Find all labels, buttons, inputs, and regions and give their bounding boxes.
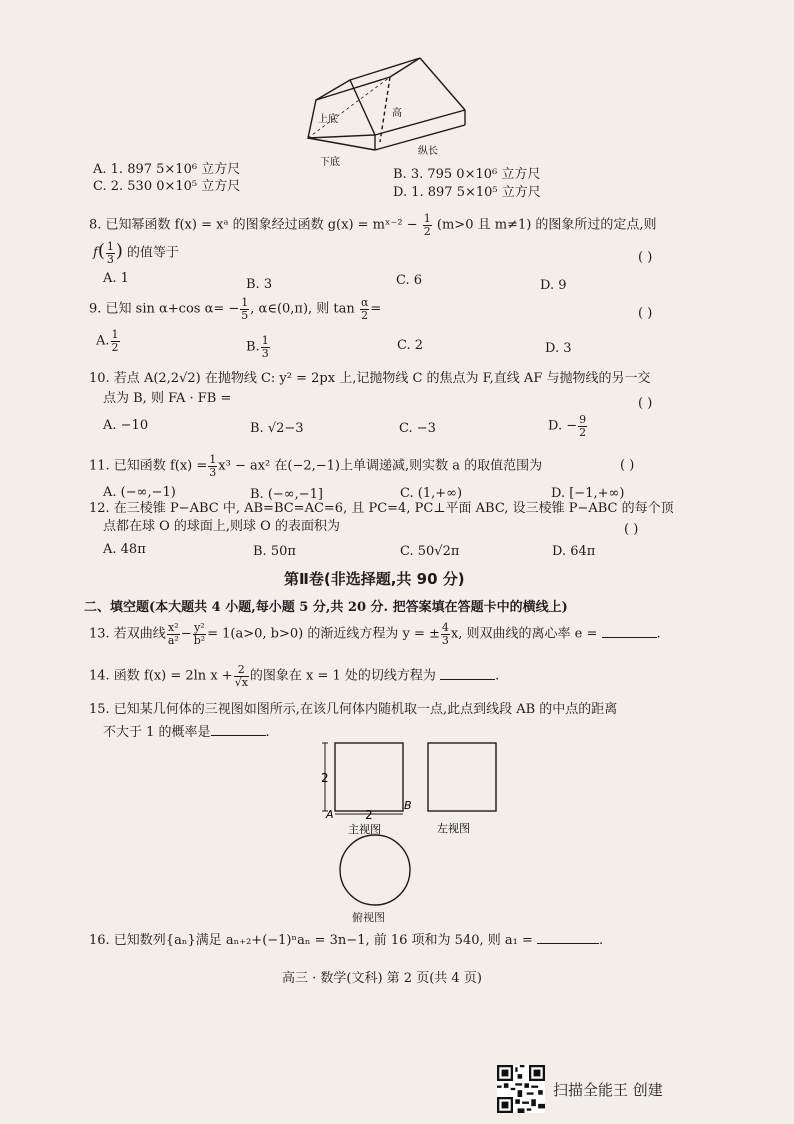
q9-answer-paren: ( ) bbox=[638, 306, 653, 321]
q16-stem: 16. 已知数列{aₙ}满足 aₙ₊₂+(−1)ⁿaₙ = 3n−1, 前 16 项和为 540, 则 a₁ = . bbox=[89, 933, 604, 948]
q9-option-a: A. $\frac{1}{2}$ bbox=[96, 328, 119, 354]
q14-answer-blank[interactable] bbox=[440, 667, 495, 680]
dim-height-label: 2 bbox=[321, 771, 329, 785]
q9-option-d: D. 3 bbox=[545, 341, 572, 356]
q15-answer-blank[interactable] bbox=[211, 723, 266, 736]
q10-option-c: C. −3 bbox=[399, 421, 436, 436]
dim-width-label: 2 bbox=[365, 808, 373, 822]
label-top-base: 上底 bbox=[318, 114, 338, 125]
point-b-label: B bbox=[404, 799, 412, 812]
q7-option-a: A. 1. 897 5×10⁶ 立方尺 bbox=[93, 162, 241, 177]
q11-option-d: D. [−1,+∞) bbox=[551, 486, 625, 501]
q10-option-b: B. √2−3 bbox=[250, 421, 304, 436]
qr-code-icon bbox=[497, 1065, 545, 1113]
q12-option-d: D. 64π bbox=[552, 544, 596, 559]
side-view-label: 左视图 bbox=[437, 822, 470, 835]
q10-option-d: D. − $\frac{9}{2}$ bbox=[548, 413, 587, 439]
section-ii-title: 第Ⅱ卷(非选择题,共 90 分) bbox=[284, 570, 465, 588]
front-view-square bbox=[335, 743, 403, 811]
q13-stem: 13. 若双曲线 $\frac{\text{x²}}{\text{a²}}$ − $\frac{\text{y²}}{\text{b²}}$ = 1(a>0, b>0) 的渐近线方程为 y = ± $\frac{4}{3}$ x, 则双曲线的离心率 e = . bbox=[89, 621, 661, 647]
label-length: 纵长 bbox=[418, 146, 438, 157]
q7-option-b: B. 3. 795 0×10⁶ 立方尺 bbox=[393, 167, 541, 182]
q8-stem-line2: f( $\frac{1}{3}$ ) 的值等于 bbox=[93, 240, 180, 266]
q8-answer-paren: ( ) bbox=[638, 250, 653, 265]
q10-stem-line1: 10. 若点 A(2,2√2) 在抛物线 C: y² = 2px 上,记抛物线 C 的焦点为 F,直线 AF 与抛物线的另一交 bbox=[89, 371, 651, 386]
q9-stem: 9. 已知 sin α+cos α= − $\frac{1}{5}$ , α∈(0,π), 则 tan $\frac{\alpha}{2}$ = bbox=[89, 296, 382, 322]
prism-figure bbox=[300, 50, 500, 170]
q10-stem-line2: 点为 B, 则 FA · FB = bbox=[103, 391, 232, 406]
q9-option-b: B. $\frac{1}{3}$ bbox=[246, 334, 269, 360]
q11-option-b: B. (−∞,−1] bbox=[250, 487, 323, 502]
q10-answer-paren: ( ) bbox=[638, 396, 653, 411]
top-view-label: 俯视图 bbox=[352, 911, 385, 924]
top-view-circle bbox=[340, 835, 410, 905]
q11-option-c: C. (1,+∞) bbox=[400, 486, 463, 501]
front-view-label: 主视图 bbox=[348, 823, 381, 836]
q12-option-c: C. 50√2π bbox=[400, 544, 460, 559]
fill-in-heading: 二、填空题(本大题共 4 小题,每小题 5 分,共 20 分. 把答案填在答题卡中的横线上) bbox=[84, 600, 568, 615]
page-footer: 高三 · 数学(文科) 第 2 页(共 4 页) bbox=[282, 971, 482, 986]
q12-answer-paren: ( ) bbox=[624, 522, 639, 537]
q15-stem-line1: 15. 已知某几何体的三视图如图所示,在该几何体内随机取一点,此点到线段 AB 的中点的距离 bbox=[89, 702, 618, 717]
q9-option-c: C. 2 bbox=[397, 338, 424, 353]
side-view-square bbox=[428, 743, 496, 811]
point-a-label: A bbox=[326, 808, 334, 821]
q12-option-a: A. 48π bbox=[103, 542, 146, 557]
scanner-watermark: 扫描全能王 创建 bbox=[553, 1081, 663, 1099]
q11-stem: 11. 已知函数 f(x) = $\frac{1}{3}$ x³ − ax² 在(−2,−1)上单调递减,则实数 a 的取值范围为 bbox=[89, 453, 543, 479]
q7-option-c: C. 2. 530 0×10⁵ 立方尺 bbox=[93, 179, 241, 194]
q10-option-a: A. −10 bbox=[103, 418, 149, 433]
q8-stem-line1: 8. 已知幂函数 f(x) = xᵃ 的图象经过函数 g(x) = mˣ⁻² − $\frac{1}{2}$ (m>0 且 m≠1) 的图象所过的定点,则 bbox=[89, 212, 657, 238]
q13-answer-blank[interactable] bbox=[602, 625, 657, 638]
q12-stem-line2: 点都在球 O 的球面上,则球 O 的表面积为 bbox=[103, 519, 340, 534]
q8-option-a: A. 1 bbox=[103, 271, 129, 286]
q15-stem-line2: 不大于 1 的概率是 . bbox=[103, 725, 270, 740]
q16-answer-blank[interactable] bbox=[537, 931, 599, 944]
label-height: 高 bbox=[392, 108, 402, 119]
q8-option-c: C. 6 bbox=[396, 273, 423, 288]
label-bottom-base: 下底 bbox=[320, 157, 340, 168]
q14-stem: 14. 函数 f(x) = 2ln x + $\frac{2}{√x}$ 的图象在 x = 1 处的切线方程为 . bbox=[89, 663, 500, 689]
q12-stem-line1: 12. 在三棱锥 P−ABC 中, AB=BC=AC=6, 且 PC=4, PC⊥平面 ABC, 设三棱锥 P−ABC 的每个顶 bbox=[89, 501, 674, 516]
q7-option-d: D. 1. 897 5×10⁵ 立方尺 bbox=[393, 185, 541, 200]
q12-option-b: B. 50π bbox=[253, 544, 296, 559]
q11-option-a: A. (−∞,−1) bbox=[103, 485, 176, 500]
q11-answer-paren: ( ) bbox=[620, 458, 635, 473]
three-view-figure bbox=[318, 735, 508, 910]
q8-option-b: B. 3 bbox=[246, 277, 273, 292]
q8-option-d: D. 9 bbox=[540, 278, 567, 293]
